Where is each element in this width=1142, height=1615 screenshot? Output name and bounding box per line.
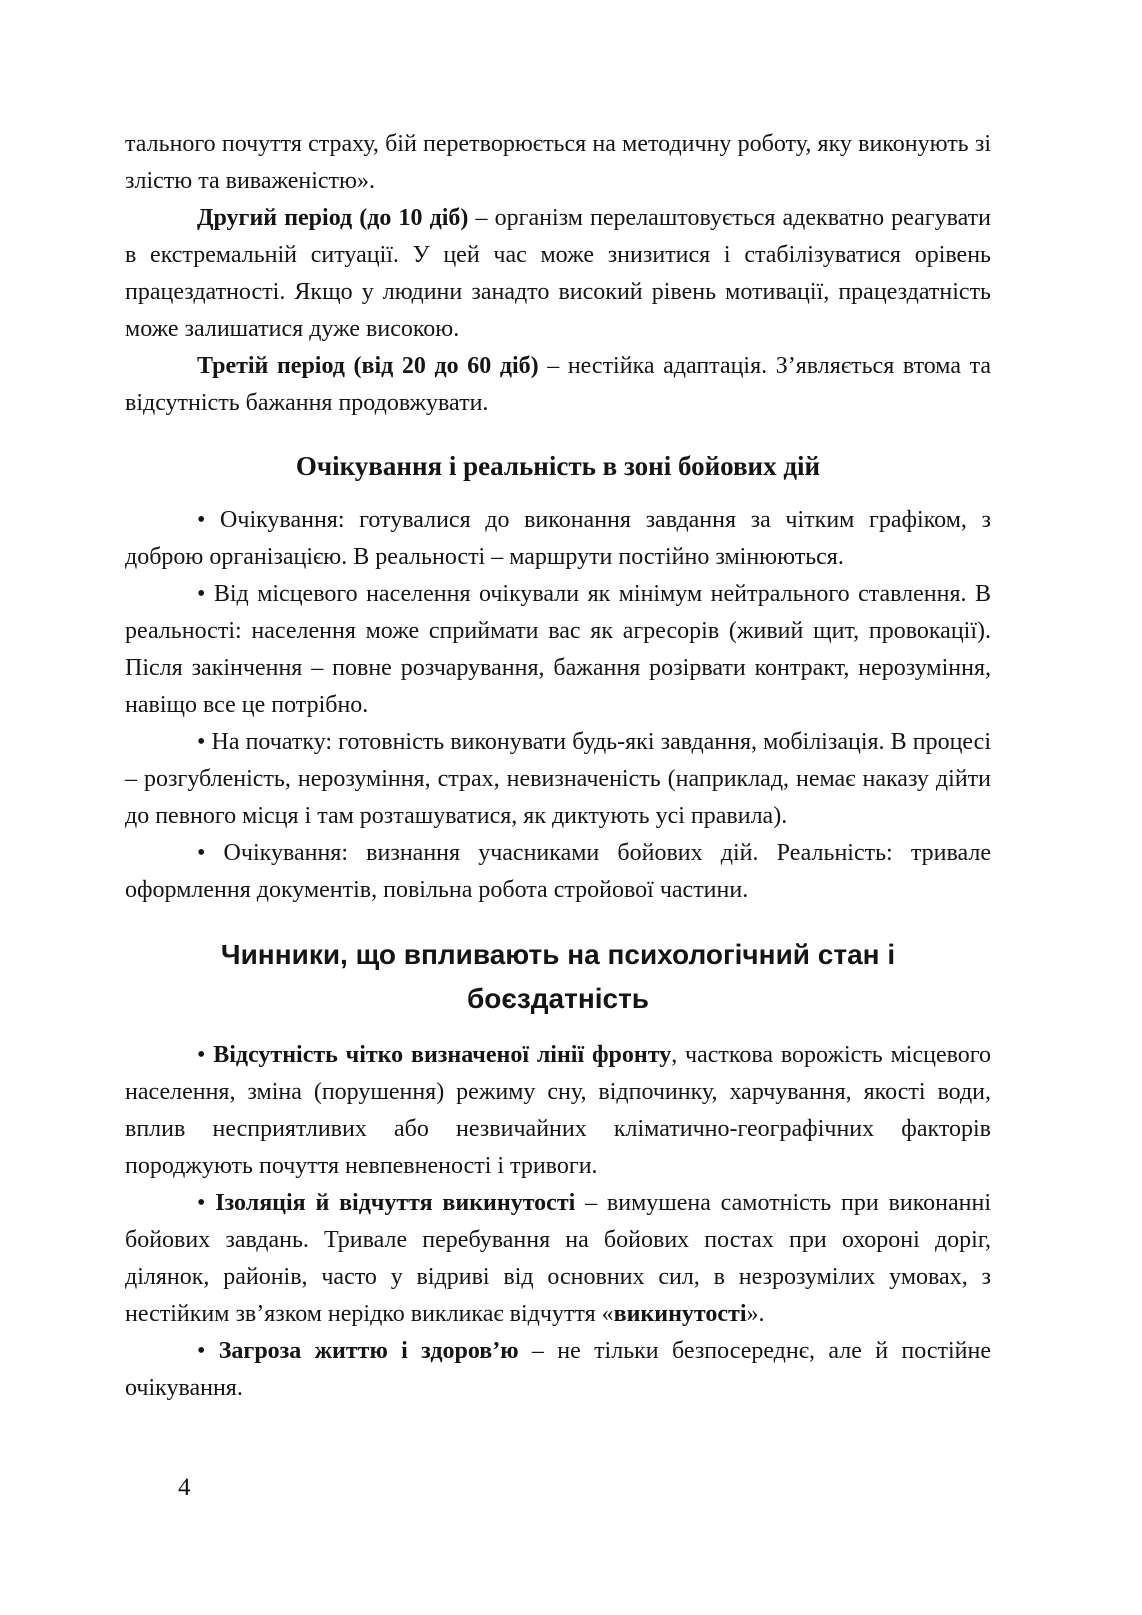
bullet-text: – вимушена самотність при виконанні бойових завдань. Тривале перебування на бойових постах при охороні доріг, ділянок, районів, часто у відриві від основних сил, в незрозумілих умовах, з нестійким зв’язком нерідко викликає відчуття « xyxy=(125,1190,991,1327)
heading-line: боєздатність xyxy=(466,983,650,1014)
bullet-marker: • xyxy=(197,1338,219,1364)
paragraph-lead-bold: Третій період (від 20 до 60 діб) xyxy=(197,353,539,379)
bullet-emphasis-bold: викинутості xyxy=(613,1301,747,1327)
bullet-item xyxy=(125,724,991,835)
paragraph-text: тального почуття страху, бій перетворюється на методичну роботу, яку виконують зі злістю та виваженістю». xyxy=(125,131,991,194)
bullet-text: ». xyxy=(746,1301,765,1327)
bullet-item xyxy=(125,502,991,576)
bullet-marker: • xyxy=(197,1190,216,1216)
bullet-text: • Очікування: визнання учасниками бойових дій. Реальність: тривале оформлення документів, повільна робота стройової частини. xyxy=(125,840,991,903)
section-heading-factors xyxy=(125,933,991,1021)
heading-line: Чинники, що впливають на психологічний стан і xyxy=(220,939,896,970)
bullet-item xyxy=(125,835,991,909)
bullet-text: • На початку: готовність виконувати будь-які завдання, мобілізація. В процесі – розгубленість, нерозуміння, страх, невизначеність (наприклад, немає наказу дійти до певного місця і там розташуватися, як диктують усі правила). xyxy=(125,729,991,829)
paragraph-second-period xyxy=(125,200,991,348)
paragraph-text: – організм перелаштовується адекватно реагувати в екстремальній ситуації. У цей час може знизитися і стабілізуватися орівень працездатності. Якщо у людини занадто високий рівень мотивації, працездатність може залишатися дуже високою. xyxy=(125,205,992,342)
bullet-marker: • xyxy=(197,1042,214,1068)
bullet-lead-bold: Ізоляція й відчуття викинутості xyxy=(215,1190,576,1216)
page-number: 4 xyxy=(178,1474,191,1501)
text-block xyxy=(125,126,991,1407)
bullet-lead-bold: Відсутність чітко визначеної лінії фронту xyxy=(213,1042,672,1068)
bullet-text: • Від місцевого населення очікували як мінімум нейтрального ставлення. В реальності: населення може сприймати вас як агресорів (живий щит, провокації). Після закінчення – повне розчарування, бажання розірвати контракт, нерозуміння, навіщо все це потрібно. xyxy=(125,581,991,718)
paragraph-third-period xyxy=(125,348,991,422)
paragraph-continuation xyxy=(125,126,991,200)
bullet-item xyxy=(125,1185,991,1333)
bullet-item xyxy=(125,1037,991,1185)
bullet-text: – не тільки безпосереднє, але й постійне очікування. xyxy=(125,1338,991,1401)
paragraph-text: – нестійка адаптація. З’являється втома та відсутність бажання продовжувати. xyxy=(125,353,992,416)
bullet-text: • Очікування: готувалися до виконання завдання за чітким графіком, з доброю організацією. В реальності – маршрути постійно змінюються. xyxy=(125,507,991,570)
bullet-lead-bold: Загроза життю і здоров’ю xyxy=(218,1338,519,1364)
bullet-item xyxy=(125,576,991,724)
bullet-text: , часткова ворожість місцевого населення, зміна (порушення) режиму сну, відпочинку, харчування, якості води, вплив несприятливих або незвичайних кліматично-географічних факторів породжують почуття невпевненості і тривоги. xyxy=(125,1042,992,1179)
paragraph-lead-bold: Другий період (до 10 діб) xyxy=(197,205,469,231)
bullet-item xyxy=(125,1333,991,1407)
section-heading-expectations: Очікування і реальність в зоні бойових дій xyxy=(295,451,821,481)
